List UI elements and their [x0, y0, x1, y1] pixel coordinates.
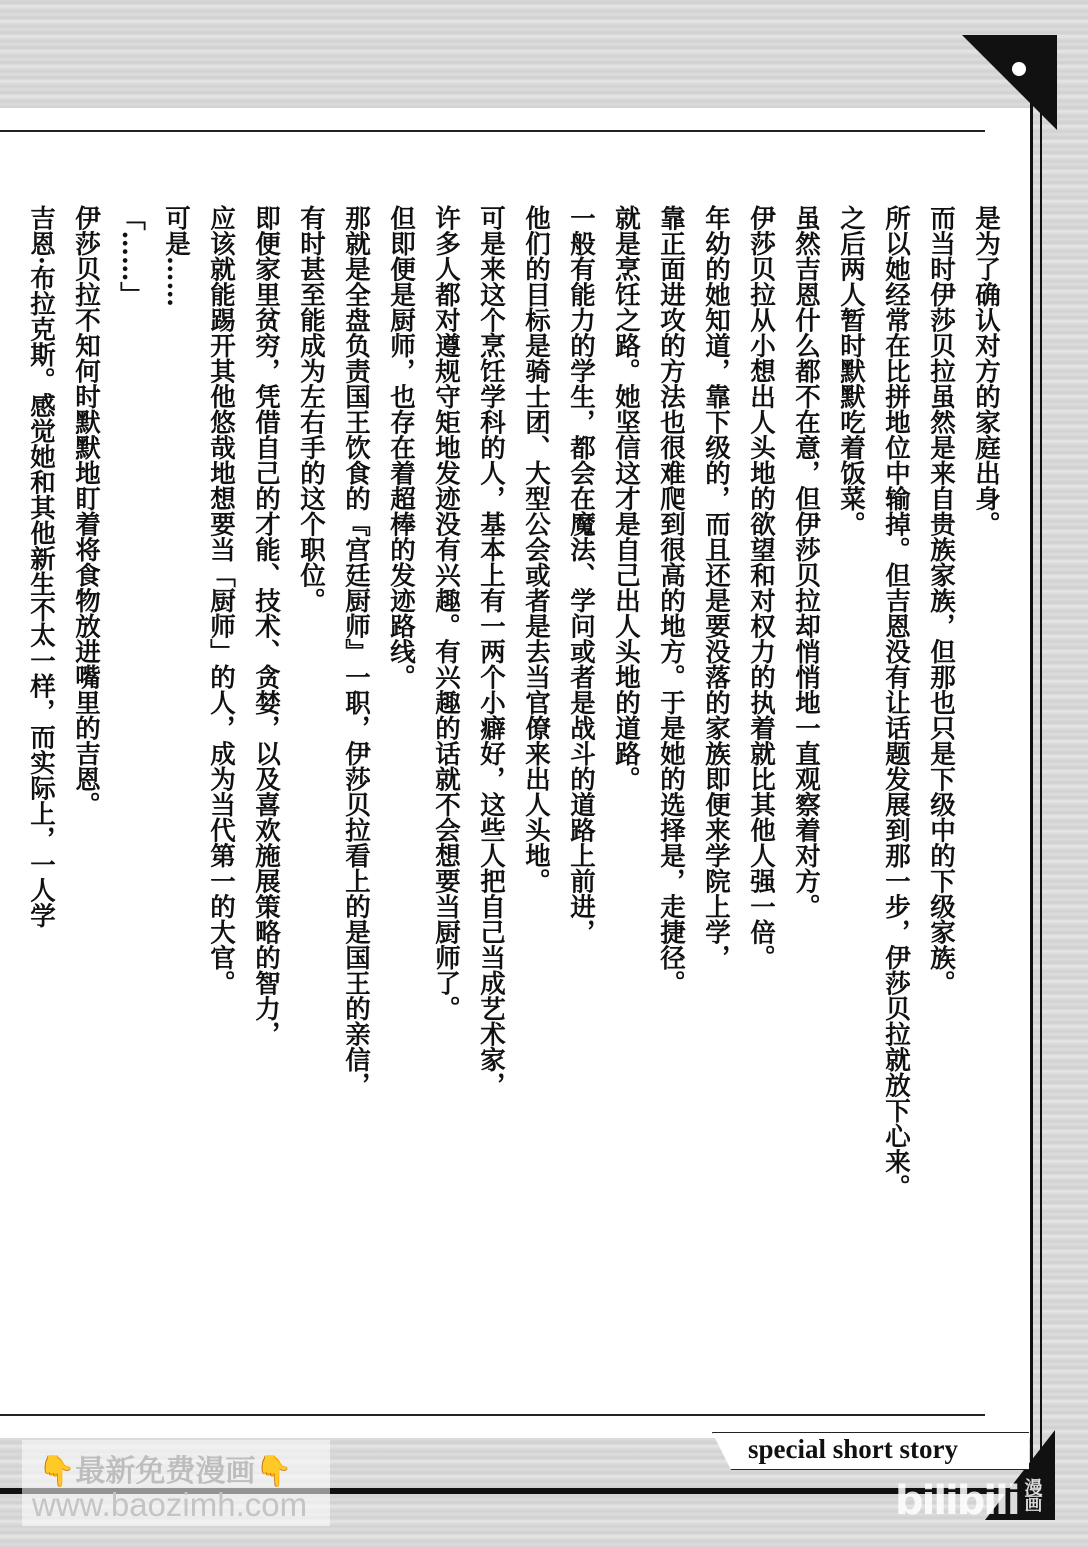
text-column: 年幼的她知道，靠下级的，而且还是要没落的家族即便来学院上学， — [701, 205, 731, 970]
watermark-line1: 👇最新免费漫画👇 — [38, 1454, 293, 1489]
text-column: 是为了确认对方的家庭出身。 — [971, 205, 1001, 537]
section-label: special short story — [748, 1434, 958, 1464]
top-right-corner-ornament — [962, 35, 1057, 130]
text-column: 可是来这个烹饪学科的人，基本上有一两个小癖好，这些人把自己当成艺术家， — [476, 205, 506, 1098]
text-column: 虽然吉恩什么都不在意，但伊莎贝拉却悄悄地一直观察着对方。 — [791, 205, 821, 919]
right-border-line — [1030, 40, 1033, 1520]
text-column: 伊莎贝拉从小想出人头地的欲望和对权力的执着就比其他人强一倍。 — [746, 205, 776, 970]
text-column: 吉恩·布拉克斯。感觉她和其他新生不太一样，而实际上，一人学 — [26, 205, 56, 928]
text-column: 许多人都对遵规守矩地发迹没有兴趣。有兴趣的话就不会想要当厨师了。 — [431, 205, 461, 1021]
logo-text: bilibili — [895, 1478, 1019, 1524]
text-column: 「……」 — [116, 205, 146, 307]
text-column: 之后两人暂时默默吃着饭菜。 — [836, 205, 866, 537]
text-column: 就是烹饪之路。她坚信这才是自己出人头地的道路。 — [611, 205, 641, 792]
text-column: 即便家里贫穷，凭借自己的才能、技术、贪婪，以及喜欢施展策略的智力， — [251, 205, 281, 1047]
text-column: 一般有能力的学生，都会在魔法、学问或者是战斗的道路上前进， — [566, 205, 596, 945]
watermark-url: www.baozimh.com — [32, 1486, 308, 1523]
text-column: 那就是全盘负责国王饮食的『宫廷厨师』一职，伊莎贝拉看上的是国王的亲信， — [341, 205, 371, 1098]
corner-dot-icon — [1012, 62, 1026, 76]
text-column: 有时甚至能成为左右手的这个职位。 — [296, 205, 326, 613]
logo-suffix: 漫画 — [1021, 1478, 1043, 1510]
text-column: 他们的目标是骑士团、大型公会或者是去当官僚来出人头地。 — [521, 205, 551, 894]
text-column: 所以她经常在比拼地位中输掉。但吉恩没有让话题发展到那一步，伊莎贝拉就放下心来。 — [881, 205, 911, 1200]
text-column: 应该就能踢开其他悠哉地想要当「厨师」的人，成为当代第一的大官。 — [206, 205, 236, 996]
text-column: 但即便是厨师，也存在着超棒的发迹路线。 — [386, 205, 416, 690]
text-column: 靠正面进攻的方法也很难爬到很高的地方。于是她的选择是，走捷径。 — [656, 205, 686, 996]
story-text — [18, 205, 1008, 1325]
text-column: 而当时伊莎贝拉虽然是来自贵族家族，但那也只是下级中的下级家族。 — [926, 205, 956, 996]
bilibili-logo — [895, 1478, 1045, 1524]
right-border-line-inner — [1040, 40, 1042, 1520]
text-column: 伊莎贝拉不知何时默默地盯着将食物放进嘴里的吉恩。 — [71, 205, 101, 817]
bottom-rule — [0, 1414, 985, 1416]
text-column: 可是…… — [161, 205, 191, 307]
top-rule — [0, 130, 985, 132]
